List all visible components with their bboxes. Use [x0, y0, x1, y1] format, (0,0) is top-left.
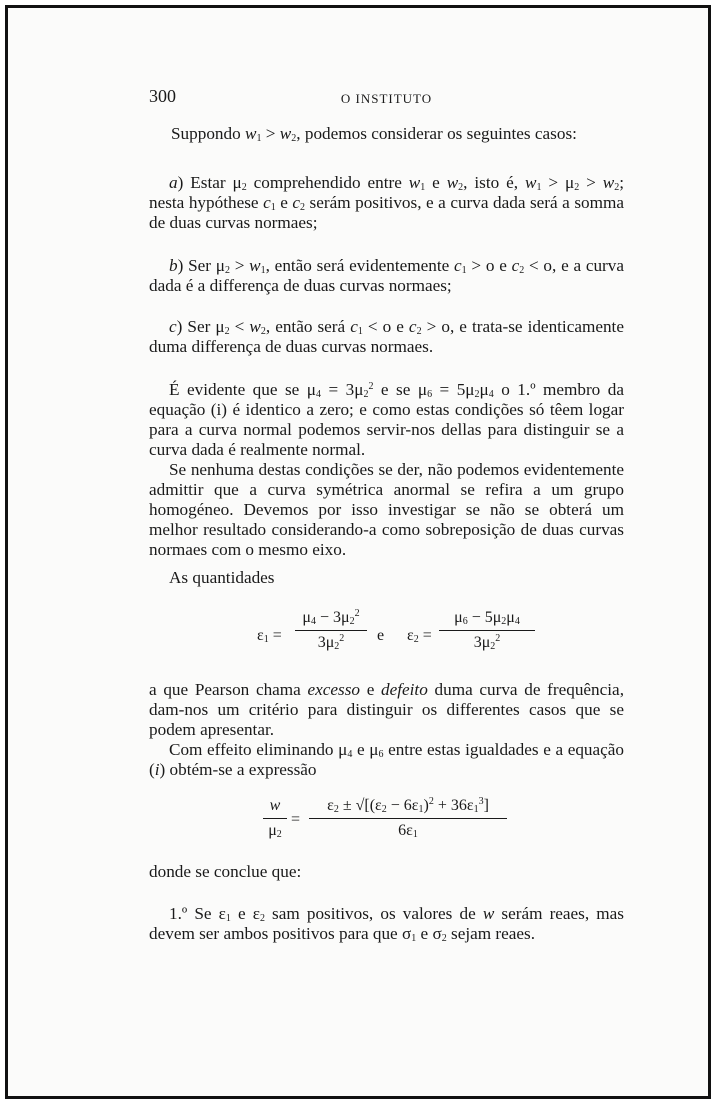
defeito-term: defeito [381, 680, 428, 699]
intro-line: Suppondo $w_1 > w_2$, podemos considerar os seguintes casos: [171, 124, 577, 144]
para-i-text-4: ) obtém-se a expressão [159, 760, 317, 779]
para-k-text-3: sam positivos, os valores de [264, 904, 483, 923]
case-c-text-2: , então será [265, 317, 351, 336]
para-k-text-2: e [230, 904, 253, 923]
para-h-text-3: duma curva de frequência, dam-nos um critério para distinguir os differentes casos que se podem apresentar. [149, 680, 624, 739]
page-number: 300 [149, 86, 176, 106]
para-e-text-3: o 1.º membro da equação (i) é identico a zero; e como estas condições só têem logar para a curva normal podemos servir-nos dellas para distinguir se a curva dada é realmente normal. [149, 380, 624, 459]
para-pearson: a que Pearson chama excesso e defeito duma curva de frequência, dam-nos um critério para distinguir os differentes casos que se podem apresentar. Com effeito eliminando $\mu_4$ e $\mu_6$ entre estas igualdades e a equação (i) obtém-se a expressão [149, 680, 624, 779]
case-c-text-3: e [391, 317, 409, 336]
running-title: O INSTITUTO [340, 91, 433, 106]
case-b-text-3: e [494, 256, 512, 275]
para-conclude [149, 862, 624, 882]
para-k-text-6: sejam reaes. [446, 924, 536, 943]
case-a: a) Estar $\mu_2$ comprehendido entre $w_1$ e $w_2$, isto é, $w_1 > \mu_2 > w_2$; nesta hypóthese $c_1$ e $c_2$ serám positivos, e a curva dada será a somma de duas curvas normaes; [149, 173, 624, 232]
paragraph-evident: É evidente que se $\mu_4 = 3\mu_2^2$ e se $\mu_6 = 5\mu_2\mu_4$ o 1.º membro da equação (i) é identico a zero; e como estas condições só têem logar para a curva normal podemos servir-nos dellas para distinguir se a curva dada é realmente normal. Se nenhuma destas condições se der, não podemos evidentemente admittir que a curva symétrica anormal se refira a um grupo homogéneo. Devemos por isso investigar se não se obterá um melhor resultado considerando-a como sobreposição de duas curvas normaes com o mesmo eixo. [149, 380, 624, 559]
para-i-text-1: Com effeito eliminando [169, 740, 339, 759]
case-b: b) Ser $\mu_2 > w_1$, então será evidentemente $c_1 > o$ e $c_2 < o$, e a curva dada é a differença de duas curvas normaes; [149, 256, 624, 295]
para-i-text-3: entre estas igualdades e a equação ( [149, 740, 624, 779]
formula-w: $\frac{w}{\mu_2}$ = $\frac{\varepsilon_2 \pm √[(\varepsilon_2 - 6\varepsilon_1)^2 + 36\varepsilon_1^3]}{6\varepsilon_1}$ [149, 792, 624, 852]
para-k-text-1: 1.º Se [169, 904, 219, 923]
para-e-text-1: É evidente que se [169, 380, 307, 399]
para-h-text-2: e [360, 680, 382, 699]
case-a-text-2: comprehendido entre [246, 173, 409, 192]
formula-epsilons: $\varepsilon_1$ = $\frac{\mu_4 - 3\mu_2^2}{3\mu_2^2}$ e $\varepsilon_2$ = $\frac{\mu_6 - 5\mu_2\mu_4}{3\mu_2^2}$ [149, 608, 624, 668]
para-h-text-1: a que Pearson chama [149, 680, 308, 699]
case-c: c) Ser $\mu_2 < w_2$, então será $c_1 < o$ e $c_2 > o$, e trata-se identicamente duma differença de duas curvas normaes. [149, 317, 624, 356]
case-b-text-1: Ser [188, 256, 216, 275]
case-a-text-1: Estar [190, 173, 233, 192]
para-first-case: 1.º Se $\varepsilon_1$ e $\varepsilon_2$ sam positivos, os valores de w serám reaes, mas devem ser ambos positivos para que $\sigma_1$ e $\sigma_2$ sejam reaes. [149, 904, 624, 944]
para-g: As quantidades [169, 568, 275, 587]
para-f: Se nenhuma destas condições se der, não podemos evidentemente admittir que a curva symétrica anormal se refira a um grupo homogéneo. Devemos por isso investigar se não se obterá um melhor resultado considerando-a como sobreposição de duas curvas normaes com o mesmo eixo. [149, 460, 624, 559]
case-c-text-4: , e trata-se identicamente duma differença de duas curvas normaes. [149, 317, 624, 356]
para-quantities [149, 568, 624, 588]
case-b-text-4: , e a curva dada é a differença de duas curvas normaes; [149, 256, 624, 295]
para-i-text-2: e [352, 740, 370, 759]
para-k-text-4: serám reaes, mas devem ser ambos positivos para que [149, 904, 624, 943]
para-k-text-5: e [416, 924, 433, 943]
case-c-text-1: Ser [187, 317, 216, 336]
excesso-term: excesso [307, 680, 360, 699]
case-b-text-2: , então será evidentemente [265, 256, 455, 275]
para-e-text-2: e se [373, 380, 418, 399]
para-j: donde se conclue que: [149, 862, 302, 881]
page-header [149, 86, 624, 108]
case-a-text-3: , isto é, [463, 173, 525, 192]
